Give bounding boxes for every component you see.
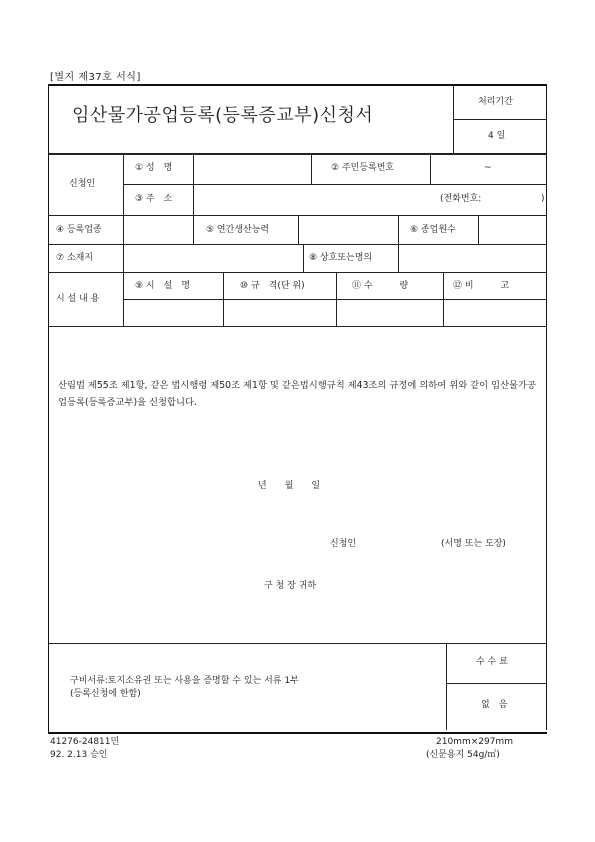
signature-label: 신청인: [330, 539, 357, 549]
rule: [123, 244, 124, 272]
fee-label: 수 수 료: [476, 657, 508, 667]
rule: [446, 643, 447, 730]
rule: [48, 326, 546, 327]
applicant-section-label: 신청인: [69, 179, 96, 189]
trade-name-label: ⑧ 상호또는명의: [309, 253, 373, 263]
footer-paper-type: (신문용지 54g/㎡): [426, 750, 500, 760]
rule: [123, 215, 124, 244]
footer-paper-size: 210mm×297mm: [436, 737, 513, 747]
rule: [398, 215, 399, 244]
rule: [298, 215, 299, 244]
rule: [446, 683, 546, 684]
date-line: 년 월 일: [258, 481, 321, 491]
rule: [398, 244, 399, 272]
form-reference: [별지 제37호 서식]: [50, 72, 141, 83]
rule: [453, 84, 454, 153]
rule: [336, 272, 337, 326]
facility-remarks-header: ⑫ 비 고: [453, 281, 510, 291]
footer-approval: 92. 2.13 승인: [50, 750, 108, 760]
rule: [311, 153, 312, 184]
phone-close: ): [541, 194, 545, 204]
rule: [443, 272, 444, 326]
rule: [478, 215, 479, 244]
form-frame-right-edge: [546, 84, 547, 730]
addressee: 구 청 장 귀하: [264, 581, 317, 591]
form-title: 임산물가공업등록(등록증교부)신청서: [72, 105, 374, 126]
business-type-label: ④ 등록업종: [56, 225, 102, 235]
fee-value: 없 음: [481, 700, 508, 710]
attachments-line-1: 구비서류:토지소유권 또는 사용을 증명할 수 있는 서류 1부: [70, 676, 299, 686]
capacity-label: ⑤ 연간생산능력: [206, 225, 270, 235]
employees-label: ⑥ 종업원수: [410, 225, 456, 235]
processing-period-label: 처리기간: [478, 97, 513, 107]
rule: [430, 153, 431, 184]
rule: [193, 215, 194, 244]
rule: [123, 184, 546, 185]
address-label: ③ 주 소: [135, 194, 173, 204]
processing-period-value: 4 일: [488, 131, 506, 141]
facility-section-label: 시 설 내 용: [56, 294, 100, 304]
rrn-dash: ~: [484, 163, 492, 173]
rule: [123, 272, 124, 326]
application-statement: 산림법 제55조 제1항, 같은 법시행령 제50조 제1항 및 같은법시행규칙 제43조의 규정에 의하여 위와 같이 임산물가공업등록(등록증교부)을 신청합니다.: [58, 380, 536, 408]
rule: [223, 272, 224, 326]
attachments-line-2: (등록신청에 한함): [70, 689, 141, 699]
location-label: ⑦ 소재지: [56, 253, 94, 263]
rule: [123, 299, 546, 300]
rule: [453, 119, 546, 120]
rule: [303, 244, 304, 272]
facility-spec-header: ⑩ 규 격(단 위): [240, 281, 305, 291]
signature-note: (서명 또는 도장): [441, 539, 506, 549]
rule: [48, 643, 546, 644]
phone-label: (전화번호:: [440, 194, 482, 204]
facility-quantity-header: ⑪ 수 량: [352, 281, 409, 291]
footer-form-number: 41276-24811민: [50, 737, 120, 747]
facility-name-header: ⑨ 시 설 명: [135, 281, 191, 291]
rule: [123, 153, 124, 215]
rrn-label: ② 주민등록번호: [331, 163, 395, 173]
name-label: ① 성 명: [135, 163, 173, 173]
rule: [193, 153, 194, 215]
